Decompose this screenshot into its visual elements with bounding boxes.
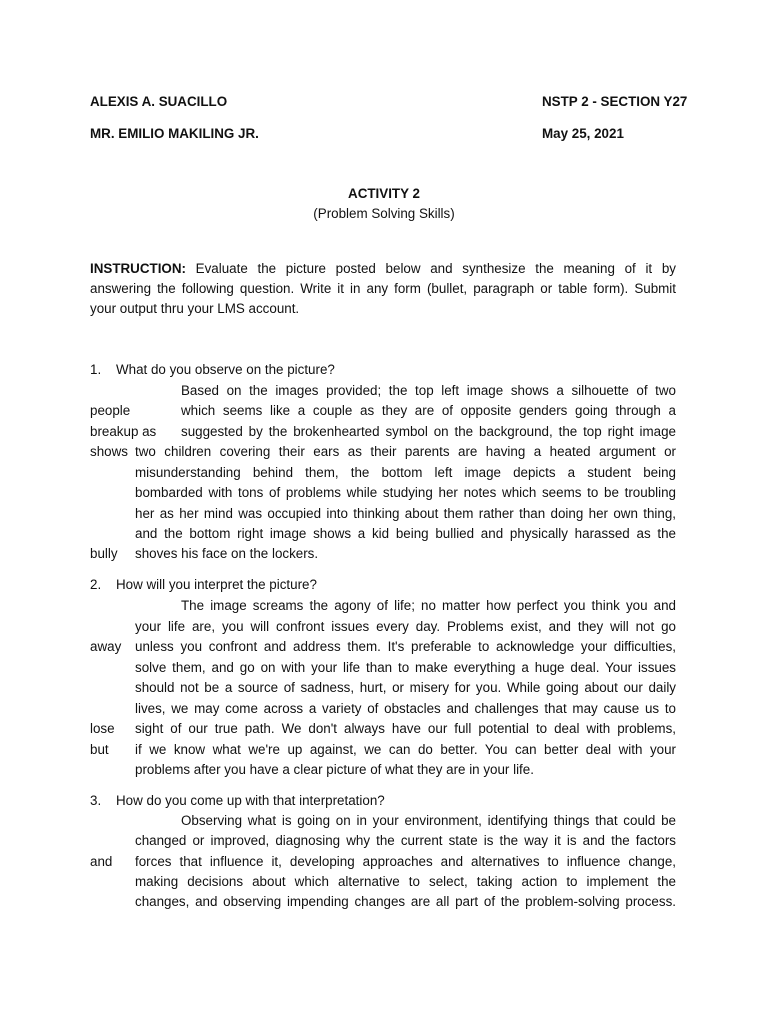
answer-1-margin-word: bully: [90, 546, 118, 561]
instruction-text-1: Evaluate the picture posted below and synthesize the meaning of it by: [195, 261, 676, 276]
answer-1-line: suggested by the brokenhearted symbol on the background, the top right image: [181, 424, 676, 439]
answer-2-line: your life are, you will confront issues every day. Problems exist, and they will not go: [135, 619, 676, 634]
activity-title: ACTIVITY 2: [348, 186, 420, 201]
answer-3-line: changed or improved, diagnosing why the current state is the way it is and the factors: [135, 833, 676, 848]
answer-2-margin-word: but: [90, 742, 109, 757]
answer-3-line: Observing what is going on in your environment, identifying things that could be: [181, 813, 676, 828]
instruction-line-1: [90, 259, 676, 279]
question-2-text: How will you interpret the picture?: [116, 577, 317, 592]
answer-2-margin-word: away: [90, 639, 122, 654]
question-1-number: 1.: [90, 362, 102, 377]
answer-2-line: unless you confront and address them. It's preferable to acknowledge your difficulties,: [135, 639, 676, 654]
answer-1-line: bombarded with tons of problems while studying her notes which seems to be troubling: [135, 485, 676, 500]
instruction-label: INSTRUCTION:: [90, 261, 186, 276]
answer-1-line: misunderstanding behind them, the bottom left image depicts a student being: [135, 465, 676, 480]
answer-2-line: solve them, and go on with your life than to make everything a huge deal. Your issues: [135, 660, 676, 675]
answer-2-line: if we know what we're up against, we can do better. You can better deal with your: [135, 742, 676, 757]
answer-2-margin-word: lose: [90, 721, 115, 736]
answer-2-line: problems after you have a clear picture of what they are in your life.: [135, 762, 534, 777]
answer-2-line: The image screams the agony of life; no matter how perfect you think you and: [181, 598, 676, 613]
answer-1-margin-word: people: [90, 403, 131, 418]
answer-1-line: Based on the images provided; the top left image shows a silhouette of two: [181, 383, 676, 398]
answer-1-margin-word: breakup as: [90, 424, 157, 439]
instructor-name: MR. EMILIO MAKILING JR.: [90, 126, 259, 141]
answer-3-line: changes, and observing impending changes are all part of the problem-solving process.: [135, 894, 676, 909]
answer-1-margin-word: shows: [90, 444, 128, 459]
answer-3-margin-word: and: [90, 854, 113, 869]
instruction-line-3: your output thru your LMS account.: [90, 301, 300, 316]
answer-3-line: forces that influence it, developing approaches and alternatives to influence change,: [135, 854, 676, 869]
question-1-text: What do you observe on the picture?: [116, 362, 335, 377]
date: May 25, 2021: [542, 126, 624, 141]
answer-3-line: making decisions about which alternative to select, taking action to implement the: [135, 874, 676, 889]
student-name: ALEXIS A. SUACILLO: [90, 94, 228, 109]
answer-1-line: shoves his face on the lockers.: [135, 546, 319, 561]
answer-1-line: her as her mind was occupied into thinking about them rather than doing her own thing,: [135, 506, 676, 521]
answer-2-line: sight of our true path. We don't always have our full potential to deal with problems,: [135, 721, 676, 736]
question-3-text: How do you come up with that interpretation?: [116, 793, 385, 808]
activity-subtitle: (Problem Solving Skills): [313, 206, 455, 221]
answer-1-line: which seems like a couple as they are of opposite genders going through a: [181, 403, 676, 418]
course-section: NSTP 2 - SECTION Y27: [542, 94, 688, 109]
question-3-number: 3.: [90, 793, 102, 808]
answer-2-line: should not be a source of sadness, hurt, or misery for you. While going about our daily: [135, 680, 676, 695]
instruction-line-2: answering the following question. Write it in any form (bullet, paragraph or table form). Submit: [90, 281, 676, 296]
answer-1-line: two children covering their ears as their parents are having a heated argument or: [135, 444, 676, 459]
answer-1-line: and the bottom right image shows a kid being bullied and physically harassed as the: [135, 526, 676, 541]
answer-2-line: lives, we may come across a variety of obstacles and challenges that may cause us to: [135, 701, 676, 716]
question-2-number: 2.: [90, 577, 102, 592]
